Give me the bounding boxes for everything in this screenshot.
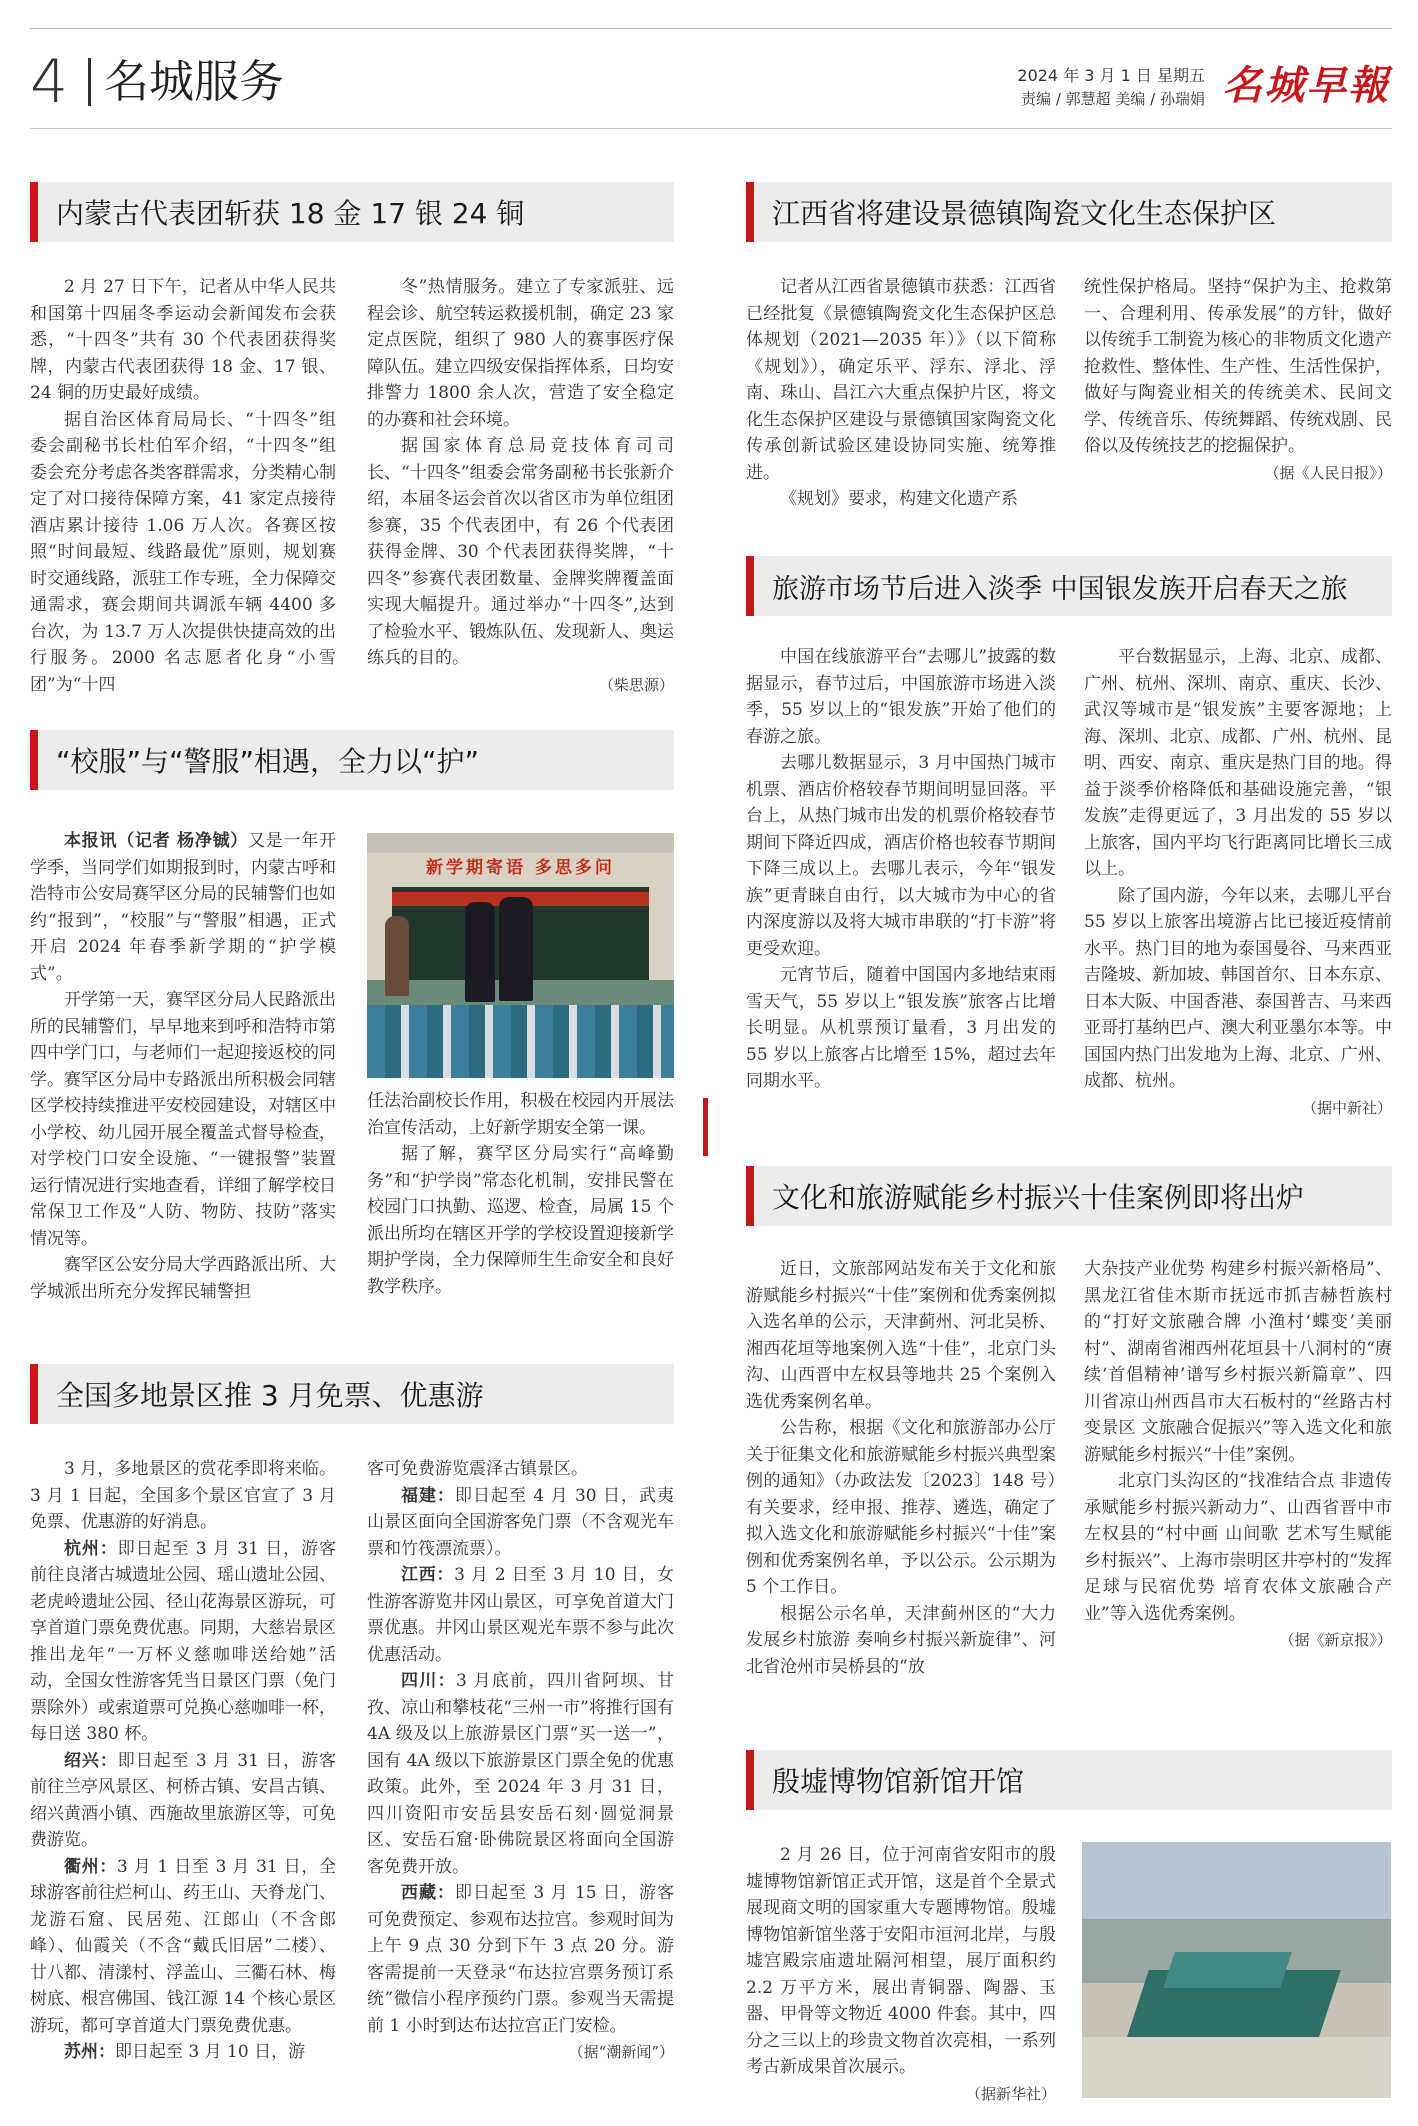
paragraph: 近日，文旅部网站发布关于文化和旅游赋能乡村振兴“十佳”案例和优秀案例拟入选名单的公示，天津蓟州、河北吴桥、湘西花垣等地案例入选“十佳”，北京门头沟、山西晋中左权县等地共 25 个案例入选优秀案例名单。 — [746, 1259, 1056, 1412]
paragraph: 《规划》要求，构建文化遗产系 — [780, 489, 1018, 509]
paragraph: 2 月 26 日，位于河南省安阳市的殷墟博物馆新馆正式开馆，这是首个全景式展现商文明的国家重大专题博物馆。殷墟博物馆新馆坐落于安阳市洹河北岸，与殷墟宫殿宗庙遗址隔河相望，展厅面积约 2.2 万平方米，展出青铜器、陶器、玉器、甲骨等文物近 4000 件套。其中，四分之三以上的珍贵文物首次亮相，一系列考古新成果首次展示。 — [746, 1845, 1056, 2077]
article-headline-jingdezhen[interactable]: 江西省将建设景德镇陶瓷文化生态保护区 — [746, 182, 1392, 242]
paragraph: 根据公示名单，天津蓟州区的“大力发展乡村旅游 奏响乡村振兴新旋律”、河北省沧州市吴桥县的“放 — [746, 1603, 1056, 1677]
article-headline-yinxu-museum[interactable]: 殷墟博物馆新馆开馆 — [746, 1750, 1392, 1810]
paragraph: 除了国内游，今年以来，去哪儿平台 55 岁以上旅客出境游占比已接近疫情前水平。热门目的地为泰国曼谷、马来西亚吉隆坡、新加坡、韩国首尔、日本东京、日本大阪、中国香港、泰国普吉、马来西亚哥打基纳巴卢、澳大利亚墨尔本等。中国国内热门出发地为上海、北京、广州、成都、杭州。 — [1084, 885, 1392, 1091]
paragraph: 苏州：即日起至 3 月 10 日，游 — [64, 2042, 306, 2062]
paragraph: 本报讯（记者 杨净铖）又是一年开学季，当同学们如期报到时，内蒙古呼和浩特市公安局赛罕区分局的民辅警们也如约“报到”，“校服”与“警服”相遇，正式开启 2024 年春季新学期的“护学模式”。 — [30, 831, 336, 984]
paragraph: 北京门头沟区的“找准结合点 非遗传承赋能乡村振兴新动力”、山西省晋中市左权县的“村中画 山间歌 艺术写生赋能乡村振兴”、上海市崇明区井亭村的“发挥足球与民宿优势 培育农体文旅融合产业”等入选优秀案例。 — [1084, 1471, 1392, 1624]
paragraph: 统性保护格局。坚持“保护为主、抢救第一、合理利用、传承发展”的方针，做好以传统手工制瓷为核心的非物质文化遗产抢救性、整体性、生产性、生活性保护，做好与陶瓷业相关的传统美术、民间文学、传统音乐、传统舞蹈、传统戏剧、民俗以及传统技艺的挖掘保护。 — [1084, 277, 1392, 456]
top-rule — [30, 28, 1392, 29]
article-source: （据新华社） — [965, 2084, 1056, 2103]
article-source: （据中新社） — [1301, 1098, 1392, 1117]
police-figure — [465, 902, 495, 1002]
article-body-col2 — [1084, 274, 1392, 514]
paragraph: 3 月，多地景区的赏花季即将来临。3 月 1 日起，全国多个景区官宣了 3 月免票、优惠游的好消息。 — [30, 1459, 336, 1532]
paragraph: 大杂技产业优势 构建乡村振兴新格局”、黑龙江省佳木斯市抚远市抓吉赫哲族村的“打好文旅融合牌 小渔村‘蝶变’美丽村”、湖南省湘西州花垣县十八洞村的“赓续‘首倡精神’谱写乡村振兴新篇章”、四川省凉山州西昌市大石板村的“丝路古村变景区 文旅融合促振兴”等入选文化和旅游赋能乡村振兴“十佳”案例。 — [1084, 1259, 1392, 1465]
paragraph: 绍兴：即日起至 3 月 31 日，游客前往兰亭风景区、柯桥古镇、安昌古镇、绍兴黄酒小镇、西施故里旅游区等，可免费游览。 — [30, 1750, 336, 1850]
article-body-col2 — [1084, 644, 1392, 1118]
paragraph: 平台数据显示，上海、北京、成都、广州、杭州、深圳、南京、重庆、长沙、武汉等城市是“银发族”主要客源地；上海、深圳、北京、成都、广州、杭州、昆明、西安、南京、重庆是热门目的地。得益于淡季价格降低和基础设施完善，“银发族”走得更远了，3 月出发的 55 岁以上旅客，国内平均飞行距离同比增长三成以上。 — [1084, 647, 1392, 879]
masthead-rule — [30, 128, 1392, 129]
column-marker — [703, 1098, 708, 1156]
paragraph: 开学第一天，赛罕区分局人民路派出所的民辅警们，早早地来到呼和浩特市第四中学门口，与老师们一起迎接返校的同学。赛罕区分局中专路派出所积极会同辖区学校持续推进平安校园建设，对辖区中小学校、幼儿园开展全覆盖式督导检查，对学校门口安全设施、“一键报警”装置运行情况进行实地查看，详细了解学校日常保卫工作及“人防、物防、技防”落实情况等。 — [30, 990, 336, 1249]
paragraph: 福建：即日起至 4 月 30 日，武夷山景区面向全国游客免门票（不含观光车票和竹筏漂流票）。 — [367, 1485, 674, 1559]
article-source: （据《新京报》） — [1279, 1631, 1392, 1649]
article-headline-free-tickets[interactable]: 全国多地景区推 3 月免票、优惠游 — [30, 1364, 674, 1424]
article-body-col2 — [367, 1456, 674, 2112]
paragraph: 2 月 27 日下午，记者从中华人民共和国第十四届冬季运动会新闻发布会获悉，“十四冬”共有 30 个代表团获得奖牌，内蒙古代表团获得 18 金、17 银、24 铜的历史最好成绩。 — [30, 277, 336, 403]
article-headline-inner-mongolia-medals[interactable]: 内蒙古代表团斩获 18 金 17 银 24 铜 — [30, 182, 674, 242]
paragraph: 冬”热情服务。建立了专家派驻、远程会诊、航空转运救援机制，确定 23 家定点医院，组织了 980 人的赛事医疗保障队伍。建立四级安保指挥体系，日均安排警力 1800 余人次，营造了安全稳定的办赛和社会环境。 — [367, 277, 674, 430]
paragraph: 据自治区体育局局长、“十四冬”组委会副秘书长杜伯军介绍，“十四冬”组委会充分考虑各类客群需求，分类精心制定了对口接待保障方案，41 家定点接待酒店累计接待 1.06 万人次。各赛区按照“时间最短、线路最优”原则，规划赛时交通线路，派驻工作专班，全力保障交通需求，赛会期间共调派车辆 4400 多台次，为 13.7 万人次提供快捷高效的出行服务。2000 名志愿者化身“小雪团”为“十四 — [30, 409, 336, 694]
byline: 本报讯（记者 杨净铖） — [64, 831, 249, 851]
teacher-figure — [385, 916, 409, 996]
paragraph: 据国家体育总局竞技体育司司长、“十四冬”组委会常务副秘书长张新介绍，本届冬运会首次以省区市为单位组团参赛，35 个代表团中，有 26 个代表团获得金牌、30 个代表团获得奖牌，“十四冬”参赛代表团数量、金牌奖牌覆盖面实现大幅提升。通过举办“十四冬”,达到了检验水平、锻炼队伍、发现新人、奥运练兵的目的。 — [367, 436, 674, 668]
paragraph: 任法治副校长作用，积极在校园内开展法治宣传活动，上好新学期安全第一课。 — [367, 1091, 674, 1138]
paragraph: 公告称，根据《文化和旅游部办公厅关于征集文化和旅游赋能乡村振兴典型案例的通知》（办政法发〔2023〕148 号）有关要求，经申报、推荐、遴选，确定了拟入选文化和旅游赋能乡村振兴“十佳”案例和优秀案例名单，予以公示。公示期为 5 个工作日。 — [746, 1418, 1056, 1597]
plaza — [1082, 2037, 1391, 2098]
paragraph: 去哪儿数据显示，3 月中国热门城市机票、酒店价格较春节期间明显回落。平台上，从热门城市出发的机票价格较春节期间下降近四成，酒店价格也较春节期间下降三成以上。去哪儿表示，今年“银发族”更青睐自由行，以大城市为中心的省内深度游以及将大城市串联的“打卡游”将更受欢迎。 — [746, 753, 1056, 959]
paragraph: 衢州：3 月 1 日至 3 月 31 日，全球游客前往烂柯山、药王山、天脊龙门、龙游石窟、民居苑、江郎山（不含郎峰）、仙霞关（不含“戴氏旧居”二楼）、廿八都、清漾村、浮盖山、三衢石林、梅树底、根宫佛国、钱江源 14 个核心景区游玩，都可享首道大门票免费优惠。 — [30, 1856, 336, 2036]
paragraph: 杭州：即日起至 3 月 31 日，游客前往良渚古城遗址公园、瑶山遗址公园、老虎岭遗址公园、径山花海景区游玩，可享首道门票免费优惠。同期，大慈岩景区推出龙年“一万杯义慈咖啡送给她”活动，全国女性游客凭当日景区门票（免门票除外）或索道票可兑换心慈咖啡一杯，每日送 380 杯。 — [30, 1538, 336, 1744]
newspaper-logo: 名城早報 — [1222, 62, 1390, 109]
issue-date: 2024 年 3 月 1 日 星期五 — [1017, 66, 1205, 85]
article-headline-rural-cases[interactable]: 文化和旅游赋能乡村振兴十佳案例即将出炉 — [746, 1166, 1392, 1226]
article-body-col1 — [746, 644, 1056, 1118]
police-figure — [499, 897, 533, 1001]
photo-banner-text: 新学期寄语 多思多问 — [426, 857, 615, 878]
paragraph: 元宵节后，随着中国国内多地结束雨雪天气，55 岁以上“银发族”旅客占比增长明显。从机票预订量看，3 月出发的 55 岁以上旅客占比增至 15%，超过去年同期水平。 — [746, 965, 1056, 1091]
paragraph: 四川：3 月底前，四川省阿坝、甘孜、凉山和攀枝花“三州一市”将推行国有 4A 级及以上旅游景区门票“买一送一”，国有 4A 级以下旅游景区门票全免的优惠政策。此外，至 2024 年 3 月 31 日，四川资阳市安岳县安岳石刻·圆觉洞景区、安岳石窟·卧佛院景区将面向全国游客免费开放。 — [367, 1671, 674, 1877]
article-source: （据“潮新闻”） — [568, 2043, 674, 2061]
paragraph: 中国在线旅游平台“去哪儿”披露的数据显示，春节过后，中国旅游市场进入淡季，55 岁以上的“银发族”开始了他们的春游之旅。 — [746, 647, 1056, 747]
article-body-col2 — [1084, 1256, 1392, 1700]
editors-line: 责编 / 郭慧超 美编 / 孙瑞娟 — [1021, 90, 1205, 108]
article-body-col1 — [30, 828, 336, 1328]
museum-roof — [1163, 1952, 1292, 1988]
article-headline-school-police[interactable]: “校服”与“警服”相遇，全力以“护” — [30, 730, 674, 790]
photo-yinxu-museum-aerial — [1082, 1842, 1391, 2098]
students-row — [367, 1005, 674, 1079]
photo-police-at-school — [367, 833, 674, 1078]
article-body-col1 — [746, 274, 1056, 514]
page-number: 4 — [30, 47, 69, 117]
article-headline-silver-travel[interactable]: 旅游市场节后进入淡季 中国银发族开启春天之旅 — [746, 556, 1392, 616]
article-body-col1 — [30, 1456, 336, 2112]
article-body-col2 — [367, 274, 674, 694]
page-number-divider — [88, 58, 91, 106]
paragraph: 客可免费游览震泽古镇景区。 — [367, 1459, 588, 1479]
section-title: 名城服务 — [104, 55, 285, 108]
paragraph: 赛罕区公安分局大学西路派出所、大学城派出所充分发挥民辅警担 — [30, 1255, 336, 1302]
paragraph: 记者从江西省景德镇市获悉：江西省已经批复《景德镇陶瓷文化生态保护区总体规划（2021—2035 年）》（以下简称《规划》），确定乐平、浮东、浮北、浮南、珠山、昌江六大重点保护片区，将文化生态保护区建设与景德镇国家陶瓷文化传承创新试验区建设协同实施、统筹推进。 — [746, 277, 1056, 483]
paragraph: 江西：3 月 2 日至 3 月 10 日，女性游客游览井冈山景区，可享免首道大门票优惠。井冈山景区观光车票不参与此次优惠活动。 — [367, 1565, 674, 1665]
paragraph: 据了解，赛罕区分局实行“高峰勤务”和“护学岗”常态化机制，安排民警在校园门口执勤、巡逻、检查，局属 15 个派出所均在辖区开学的学校设置迎接新学期护学岗，全力保障师生生命安全和良好教学秩序。 — [367, 1144, 674, 1297]
paragraph: 西藏：即日起至 3 月 15 日，游客可免费预定、参观布达拉宫。参观时间为上午 9 点 30 分到下午 3 点 20 分。游客需提前一天登录“布达拉宫票务预订系统”微信小程序预约门票。参观当天需提前 1 小时到达布达拉宫正门安检。 — [367, 1883, 674, 2036]
article-source: （据《人民日报》） — [1264, 463, 1392, 482]
article-body-col2 — [367, 1088, 674, 1328]
article-body — [746, 1842, 1056, 2112]
article-body-col1 — [746, 1256, 1056, 1700]
article-source: （柴思源） — [598, 675, 674, 694]
article-body-col1 — [30, 274, 336, 694]
